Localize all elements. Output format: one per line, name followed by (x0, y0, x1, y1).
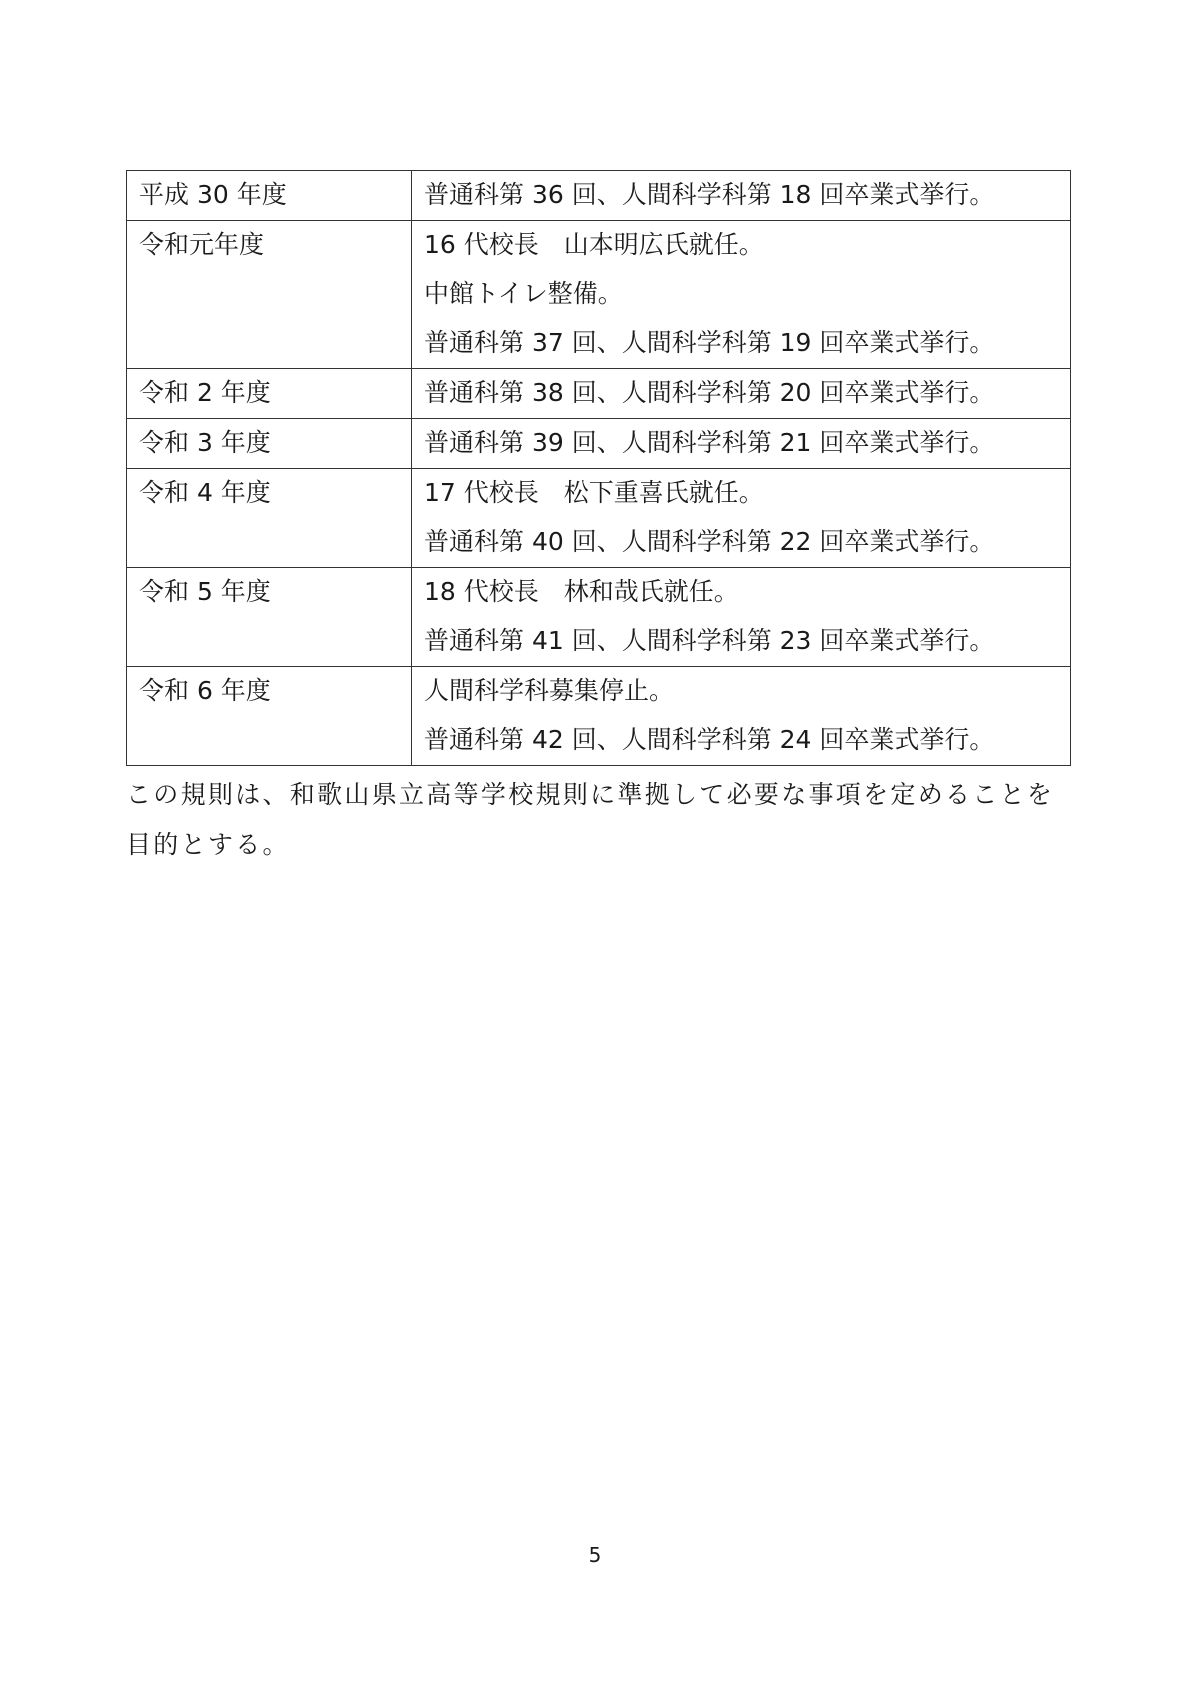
event-line: 普通科第 39 回、人間科学科第 21 回卒業式挙行。 (424, 428, 995, 457)
event-line: 中館トイレ整備。 (424, 279, 623, 308)
year-cell: 令和 3 年度 (127, 419, 412, 469)
table-row (127, 171, 1071, 221)
page-number: 5 (588, 1543, 602, 1567)
event-line: 人間科学科募集停止。 (424, 676, 675, 705)
table-row (127, 568, 1071, 667)
table-row (127, 369, 1071, 419)
year-cell: 令和 6 年度 (127, 667, 412, 766)
event-line: 普通科第 36 回、人間科学科第 18 回卒業式挙行。 (424, 180, 995, 209)
event-cell (412, 369, 1071, 419)
year-cell: 令和元年度 (127, 221, 412, 369)
event-line: 17 代校長 松下重喜氏就任。 (424, 478, 764, 507)
event-line: 普通科第 42 回、人間科学科第 24 回卒業式挙行。 (424, 725, 995, 754)
event-cell (412, 171, 1071, 221)
table-row (127, 667, 1071, 766)
closing-paragraph: この規則は、和歌山県立高等学校規則に準拠して必要な事項を定めることを目的とする。 (126, 780, 1055, 859)
event-line: 18 代校長 林和哉氏就任。 (424, 577, 739, 606)
event-line: 普通科第 37 回、人間科学科第 19 回卒業式挙行。 (424, 328, 995, 357)
table-row (127, 221, 1071, 369)
event-line: 普通科第 38 回、人間科学科第 20 回卒業式挙行。 (424, 378, 995, 407)
event-cell (412, 469, 1071, 568)
year-cell: 令和 5 年度 (127, 568, 412, 667)
event-cell (412, 568, 1071, 667)
event-line: 普通科第 41 回、人間科学科第 23 回卒業式挙行。 (424, 626, 995, 655)
year-cell: 令和 4 年度 (127, 469, 412, 568)
event-cell (412, 667, 1071, 766)
year-cell: 平成 30 年度 (127, 171, 412, 221)
table-row (127, 469, 1071, 568)
event-cell (412, 419, 1071, 469)
year-cell: 令和 2 年度 (127, 369, 412, 419)
school-history-table (126, 170, 1071, 766)
event-line: 普通科第 40 回、人間科学科第 22 回卒業式挙行。 (424, 527, 995, 556)
event-cell (412, 221, 1071, 369)
event-line: 16 代校長 山本明広氏就任。 (424, 230, 764, 259)
table-row (127, 419, 1071, 469)
